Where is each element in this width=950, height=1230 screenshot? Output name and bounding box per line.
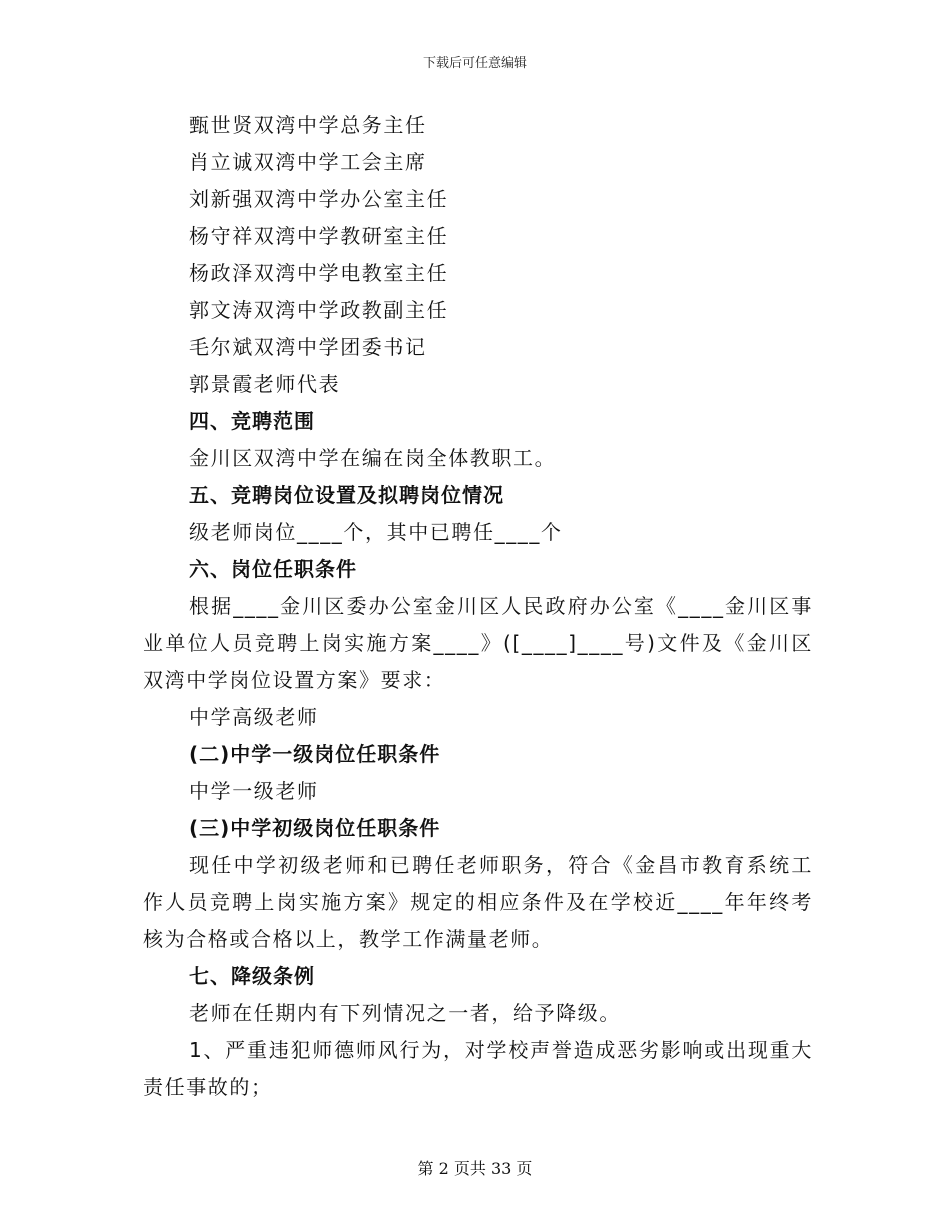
section-paragraph: 1、严重违犯师德师风行为，对学校声誉造成恶劣影响或出现重大责任事故的； bbox=[143, 1038, 813, 1099]
committee-member-line: 杨守祥双湾中学教研室主任 bbox=[189, 224, 449, 248]
section-paragraph: 现任中学初级老师和已聘任老师职务，符合《金昌市教育系统工作人员竞聘上岗实施方案》规定的相应条件及在学校近____年年终考核为合格或合格以上，教学工作满量老师。 bbox=[143, 853, 813, 951]
page-header: 下载后可任意编辑 bbox=[422, 56, 527, 71]
section-text: 中学一级老师 bbox=[189, 779, 319, 803]
section-heading: 七、降级条例 bbox=[189, 964, 315, 988]
committee-member-line: 甄世贤双湾中学总务主任 bbox=[189, 113, 427, 137]
page-footer: 第 2 页共 33 页 bbox=[417, 1159, 533, 1178]
subsection-heading: (二)中学一级岗位任职条件 bbox=[189, 742, 441, 766]
section-text: 金川区双湾中学在编在岗全体教职工。 bbox=[189, 446, 557, 470]
section-heading: 四、竞聘范围 bbox=[189, 409, 315, 433]
section-paragraph: 根据____金川区委办公室金川区人民政府办公室《____金川区事业单位人员竞聘上岗实施方案____》([____]____号)文件及《金川区双湾中学岗位设置方案》要求： bbox=[143, 594, 813, 692]
committee-member-line: 刘新强双湾中学办公室主任 bbox=[189, 187, 449, 211]
committee-member-line: 郭景霞老师代表 bbox=[189, 372, 341, 396]
section-text: 中学高级老师 bbox=[189, 705, 319, 729]
section-text: 级老师岗位____个，其中已聘任____个 bbox=[189, 520, 563, 544]
committee-member-line: 肖立诚双湾中学工会主席 bbox=[189, 150, 427, 174]
section-text: 老师在任期内有下列情况之一者，给予降级。 bbox=[189, 1001, 621, 1025]
committee-member-line: 郭文涛双湾中学政教副主任 bbox=[189, 298, 449, 322]
subsection-heading: (三)中学初级岗位任职条件 bbox=[189, 816, 441, 840]
document-body bbox=[143, 107, 813, 1106]
committee-member-line: 毛尔斌双湾中学团委书记 bbox=[189, 335, 427, 359]
section-heading: 六、岗位任职条件 bbox=[189, 557, 357, 581]
section-heading: 五、竞聘岗位设置及拟聘岗位情况 bbox=[189, 483, 504, 507]
committee-member-line: 杨政泽双湾中学电教室主任 bbox=[189, 261, 449, 285]
